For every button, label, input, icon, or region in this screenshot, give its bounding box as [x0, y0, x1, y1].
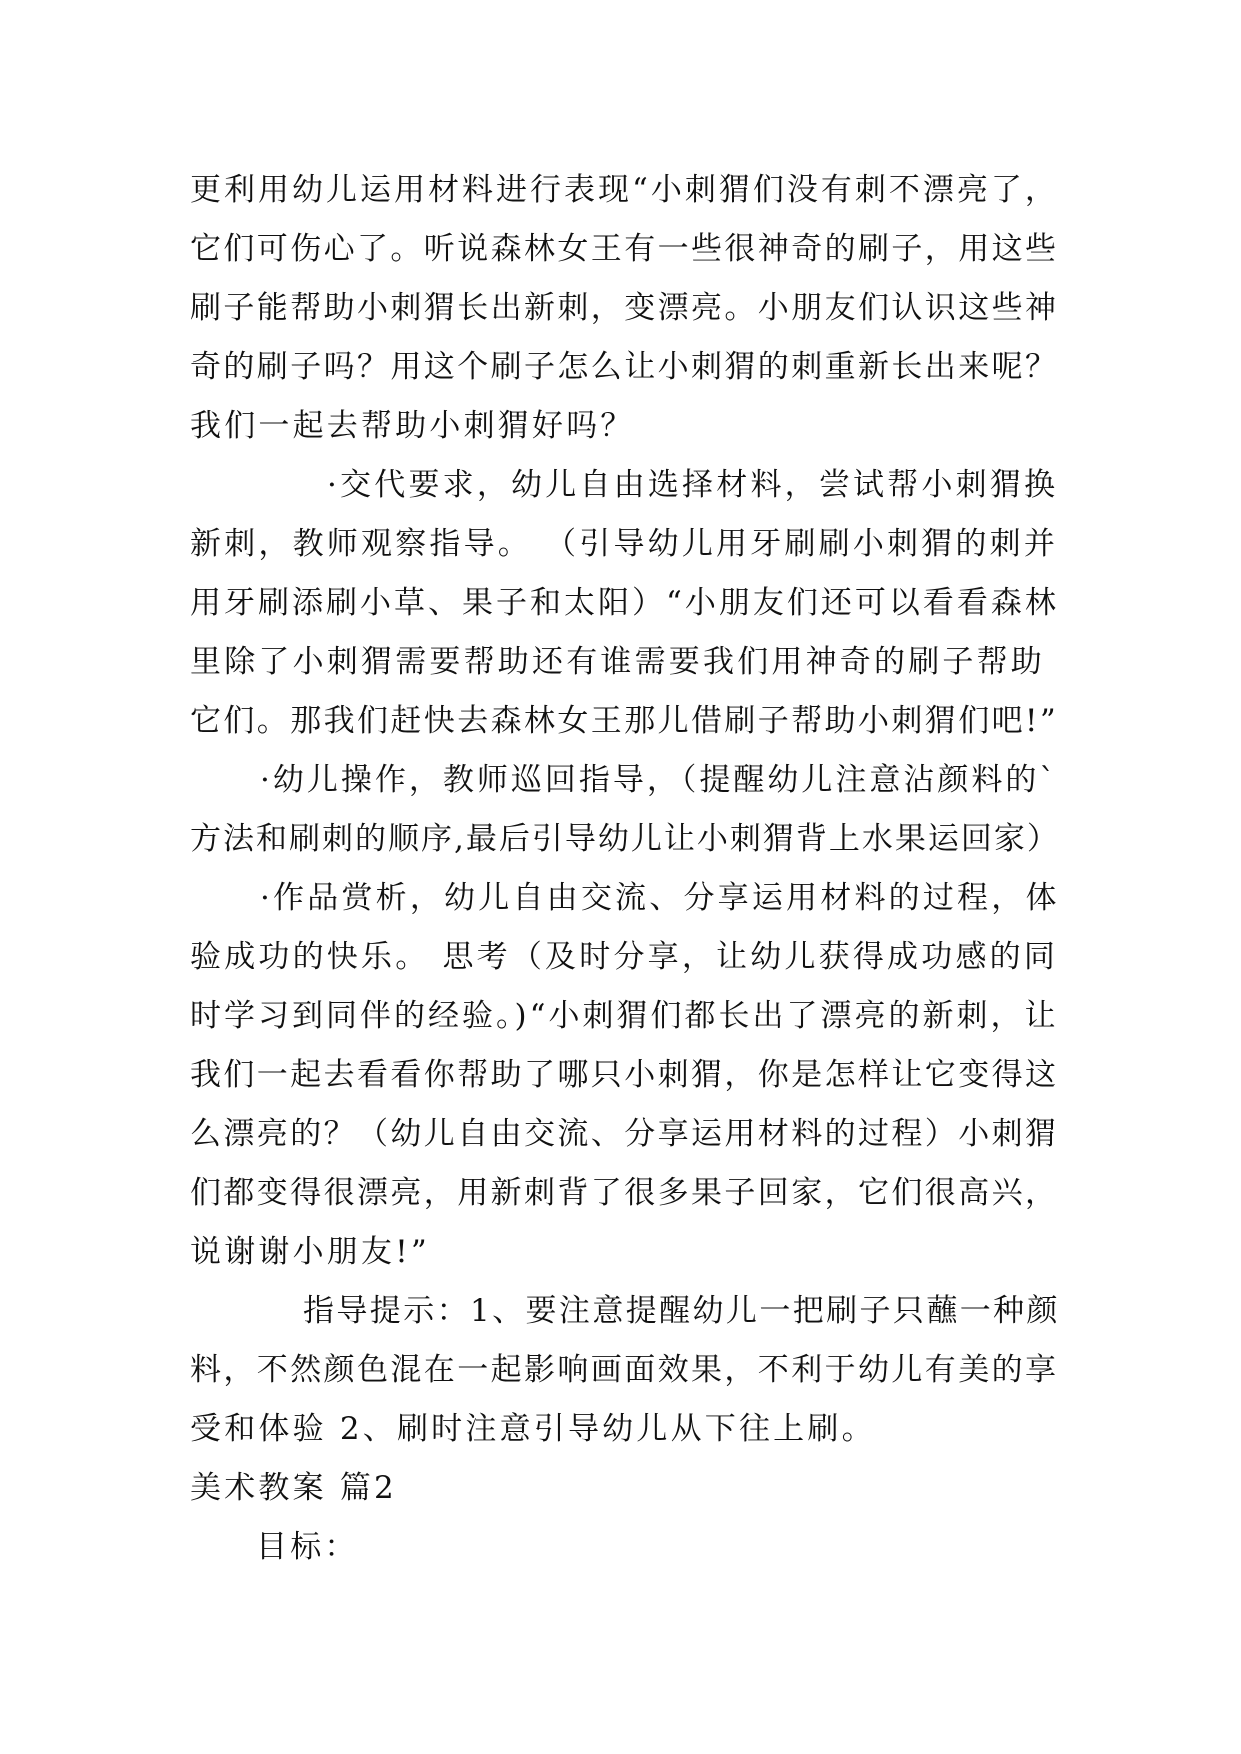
text-line: 它们可伤心了。听说森林女王有一些很神奇的刷子，用这些: [190, 231, 1059, 267]
section-heading: 美术教案 篇2: [190, 1470, 397, 1506]
text-line: 么漂亮的？（幼儿自由交流、分享运用材料的过程）小刺猬: [190, 1116, 1059, 1152]
text-line: 指导提示：1、要注意提醒幼儿一把刷子只蘸一种颜: [303, 1293, 1060, 1329]
text-line: 里除了小刺猬需要帮助还有谁需要我们用神奇的刷子帮助: [190, 644, 1045, 680]
text-line: ·作品赏析，幼儿自由交流、分享运用材料的过程，体: [260, 880, 1060, 916]
text-line: 说谢谢小朋友!”: [190, 1234, 430, 1270]
text-line: 我们一起去帮助小刺猬好吗？: [190, 408, 635, 444]
text-line: 它们。那我们赶快去森林女王那儿借刷子帮助小刺猬们吧!”: [190, 703, 1059, 739]
text-line: 奇的刷子吗？用这个刷子怎么让小刺猬的刺重新长出来呢？: [190, 349, 1059, 385]
text-line: 更利用幼儿运用材料进行表现“小刺猬们没有刺不漂亮了，: [190, 172, 1059, 208]
text-line: 受和体验 2、刷时注意引导幼儿从下往上刷。: [190, 1411, 876, 1447]
text-line: 验成功的快乐。 思考（及时分享，让幼儿获得成功感的同: [190, 939, 1059, 975]
text-line: 们都变得很漂亮，用新刺背了很多果子回家，它们很高兴，: [190, 1175, 1059, 1211]
text-line: 目标：: [256, 1529, 359, 1565]
text-line: 料，不然颜色混在一起影响画面效果，不利于幼儿有美的享: [190, 1352, 1059, 1388]
text-line: 新刺，教师观察指导。 （引导幼儿用牙刷刷小刺猬的刺并: [190, 526, 1059, 562]
text-line: 方法和刷刺的顺序,最后引导幼儿让小刺猬背上水果运回家）: [190, 821, 1060, 857]
text-line: 刷子能帮助小刺猬长出新刺，变漂亮。小朋友们认识这些神: [190, 290, 1059, 326]
text-line: 时学习到同伴的经验。)“小刺猬们都长出了漂亮的新刺，让: [190, 998, 1059, 1034]
text-line: 我们一起去看看你帮助了哪只小刺猬，你是怎样让它变得这: [190, 1057, 1059, 1093]
text-line: ·幼儿操作，教师巡回指导，（提醒幼儿注意沾颜料的`: [260, 762, 1058, 798]
text-line: ·交代要求，幼儿自由选择材料，尝试帮小刺猬换: [327, 467, 1059, 503]
text-line: 用牙刷添刷小草、果子和太阳）“小朋友们还可以看看森林: [190, 585, 1059, 621]
